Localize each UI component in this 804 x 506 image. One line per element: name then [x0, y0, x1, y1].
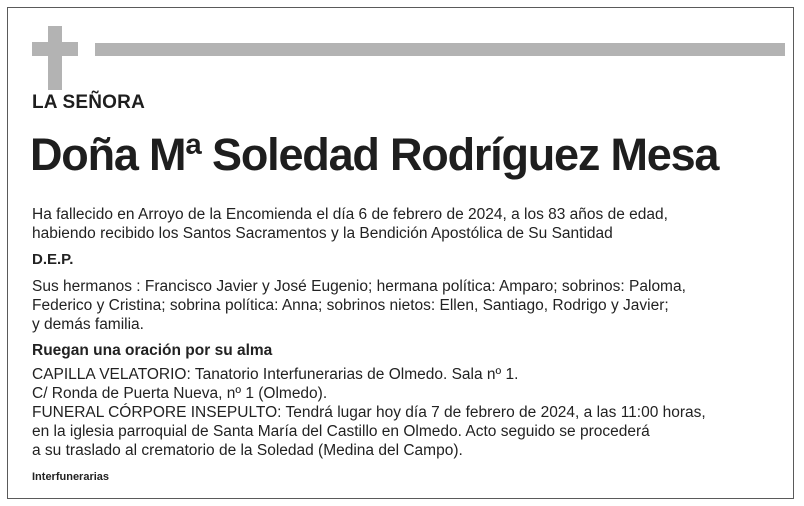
- prayer-request: Ruegan una oración por su alma: [32, 342, 273, 359]
- cross-icon: [32, 26, 78, 90]
- rip-label: D.E.P.: [32, 251, 74, 268]
- service-details: [32, 365, 706, 460]
- deceased-title: LA SEÑORA: [32, 92, 145, 113]
- service-line-4: en la iglesia parroquial de Santa María del Castillo en Olmedo. Acto seguido se procederá: [32, 423, 650, 440]
- family-list: [32, 277, 686, 334]
- service-line-3: FUNERAL CÓRPORE INSEPULTO: Tendrá lugar hoy día 7 de febrero de 2024, a las 11:00 horas,: [32, 404, 706, 421]
- service-line-5: a su traslado al crematorio de la Soledad (Medina del Campo).: [32, 442, 463, 459]
- family-line-2: Federico y Cristina; sobrina política: Anna; sobrinos nietos: Ellen, Santiago, Rodrigo y Javier;: [32, 297, 669, 314]
- service-line-1: CAPILLA VELATORIO: Tanatorio Interfunerarias de Olmedo. Sala nº 1.: [32, 366, 519, 383]
- deceased-name: Doña Mª Soledad Rodríguez Mesa: [30, 129, 719, 180]
- service-line-2: C/ Ronda de Puerta Nueva, nº 1 (Olmedo).: [32, 385, 328, 402]
- header-rule: [95, 43, 785, 56]
- funeral-home-credit: Interfunerarias: [32, 471, 110, 483]
- announcement-line-2: habiendo recibido los Santos Sacramentos y la Bendición Apostólica de Su Santidad: [32, 225, 613, 242]
- family-line-1: Sus hermanos : Francisco Javier y José Eugenio; hermana política: Amparo; sobrinos: Paloma,: [32, 278, 686, 295]
- announcement-line-1: Ha fallecido en Arroyo de la Encomienda el día 6 de febrero de 2024, a los 83 años de edad,: [32, 206, 668, 223]
- family-line-3: y demás familia.: [32, 316, 144, 333]
